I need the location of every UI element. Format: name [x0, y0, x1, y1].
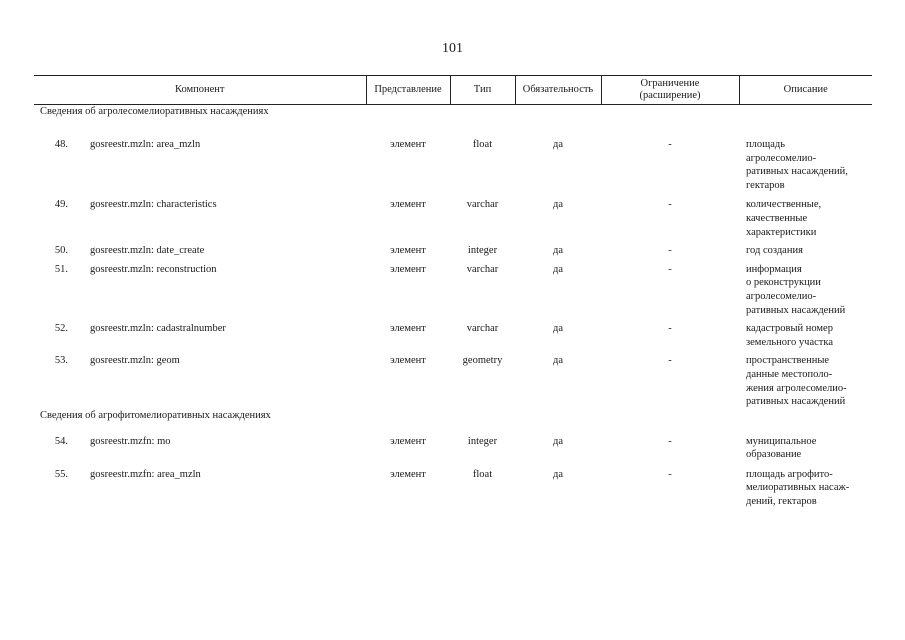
description-line: образование	[746, 449, 802, 461]
description-line: ративных насаждений	[746, 304, 846, 316]
cell-mandatory: да	[552, 355, 563, 367]
cell-description	[739, 462, 872, 509]
table-row	[34, 239, 872, 258]
cell-mandatory: да	[552, 323, 563, 335]
cell-representation: элемент	[390, 263, 426, 275]
component-name: gosreestr.mzln: reconstruction	[90, 263, 217, 275]
component-name: gosreestr.mzfn: mo	[90, 435, 171, 447]
cell-mandatory: да	[552, 245, 563, 257]
component-name: gosreestr.mzln: characteristics	[90, 199, 217, 211]
table-row	[34, 429, 872, 462]
section-title: Сведения об агролесомелиоративных насаждениях	[40, 106, 269, 117]
page-number: 101	[442, 41, 463, 56]
header-restriction-line2: (расширение)	[639, 90, 701, 101]
cell-mandatory: да	[552, 468, 563, 480]
table-row	[34, 462, 872, 509]
cell-mandatory: да	[552, 139, 563, 150]
cell-component	[34, 349, 366, 408]
description-line: год создания	[746, 245, 803, 257]
table-header-row	[34, 76, 872, 105]
component-name: gosreestr.mzln: area_mzln	[90, 139, 201, 150]
header-restriction	[601, 76, 739, 105]
cell-description	[739, 429, 872, 462]
table-row	[34, 133, 872, 192]
cell-representation: элемент	[390, 139, 426, 150]
cell-component	[34, 192, 366, 239]
description-line: характеристики	[746, 226, 817, 238]
row-number: 52.	[54, 323, 68, 335]
header-component: Компонент	[34, 76, 366, 105]
section-heading-row	[34, 409, 872, 429]
cell-representation: элемент	[390, 355, 426, 367]
cell-type: varchar	[466, 199, 499, 211]
row-number: 49.	[54, 199, 68, 211]
cell-type: varchar	[466, 323, 499, 335]
description-line: жения агролесомелио-	[746, 382, 847, 394]
cell-type: varchar	[466, 263, 499, 275]
row-number: 54.	[54, 435, 68, 447]
cell-component	[34, 429, 366, 462]
row-number: 50.	[54, 245, 68, 257]
table-row	[34, 258, 872, 317]
description-line: ративных насаждений,	[746, 166, 848, 178]
table-body	[34, 105, 872, 509]
cell-description	[739, 258, 872, 317]
cell-representation: элемент	[390, 199, 426, 211]
cell-restriction: -	[668, 199, 672, 211]
description-line: площадь агрофито-	[746, 468, 833, 480]
cell-component	[34, 462, 366, 509]
description-line: информация	[746, 263, 802, 275]
cell-restriction: -	[668, 245, 672, 257]
description-line: пространственные	[746, 355, 830, 367]
header-type: Тип	[450, 76, 515, 105]
description-line: гектаров	[746, 179, 785, 191]
cell-description	[739, 192, 872, 239]
description-line: агролесомелио-	[746, 290, 817, 302]
description-line: качественные	[746, 212, 808, 224]
cell-restriction: -	[668, 323, 672, 335]
section-heading-row	[34, 105, 872, 134]
description-line: агролесомелио-	[746, 152, 817, 164]
component-name: gosreestr.mzln: cadastralnumber	[90, 323, 226, 335]
component-name: gosreestr.mzfn: area_mzln	[90, 468, 201, 480]
cell-description	[739, 349, 872, 408]
description-line: ративных насаждений	[746, 396, 846, 408]
cell-representation: элемент	[390, 323, 426, 335]
table-row	[34, 349, 872, 408]
cell-type: float	[472, 468, 493, 480]
cell-restriction: -	[668, 435, 672, 447]
component-name: gosreestr.mzln: geom	[90, 355, 180, 367]
table-row	[34, 317, 872, 349]
row-number: 51.	[54, 263, 68, 275]
description-line: мелиоративных насаж-	[746, 482, 850, 494]
cell-mandatory: да	[552, 435, 563, 447]
row-number: 53.	[54, 355, 68, 367]
cell-restriction: -	[668, 468, 672, 480]
cell-type: integer	[467, 435, 498, 447]
row-number: 55.	[54, 468, 68, 480]
cell-mandatory: да	[552, 263, 563, 275]
spec-table	[34, 75, 872, 509]
row-number: 48.	[54, 139, 68, 150]
cell-component	[34, 239, 366, 258]
description-line: кадастровый номер	[746, 323, 833, 335]
description-line: земельного участка	[746, 336, 833, 348]
description-line: дений, гектаров	[746, 496, 817, 508]
cell-description	[739, 133, 872, 192]
cell-representation: элемент	[390, 468, 426, 480]
description-line: площадь	[746, 139, 785, 150]
cell-type: float	[472, 139, 493, 150]
header-restriction-line1: Ограничение	[640, 78, 700, 89]
section-title: Сведения об агрофитомелиоративных насаждениях	[40, 409, 271, 421]
cell-type: integer	[467, 245, 498, 257]
cell-mandatory: да	[552, 199, 563, 211]
table-row	[34, 192, 872, 239]
cell-type: geometry	[462, 355, 503, 367]
cell-representation: элемент	[390, 435, 426, 447]
component-name: gosreestr.mzln: date_create	[90, 245, 205, 257]
cell-description	[739, 317, 872, 349]
header-mandatory: Обязательность	[515, 76, 601, 105]
cell-restriction: -	[668, 139, 672, 150]
cell-restriction: -	[668, 355, 672, 367]
cell-restriction: -	[668, 263, 672, 275]
description-line: количественные,	[746, 199, 822, 211]
header-description: Описание	[739, 76, 872, 105]
cell-component	[34, 317, 366, 349]
description-line: данные местополо-	[746, 368, 833, 380]
cell-representation: элемент	[390, 245, 426, 257]
description-line: муниципальное	[746, 435, 817, 447]
cell-description	[739, 239, 872, 258]
description-line: о реконструкции	[746, 277, 821, 289]
cell-component	[34, 258, 366, 317]
header-representation: Представление	[366, 76, 450, 105]
cell-component	[34, 133, 366, 192]
